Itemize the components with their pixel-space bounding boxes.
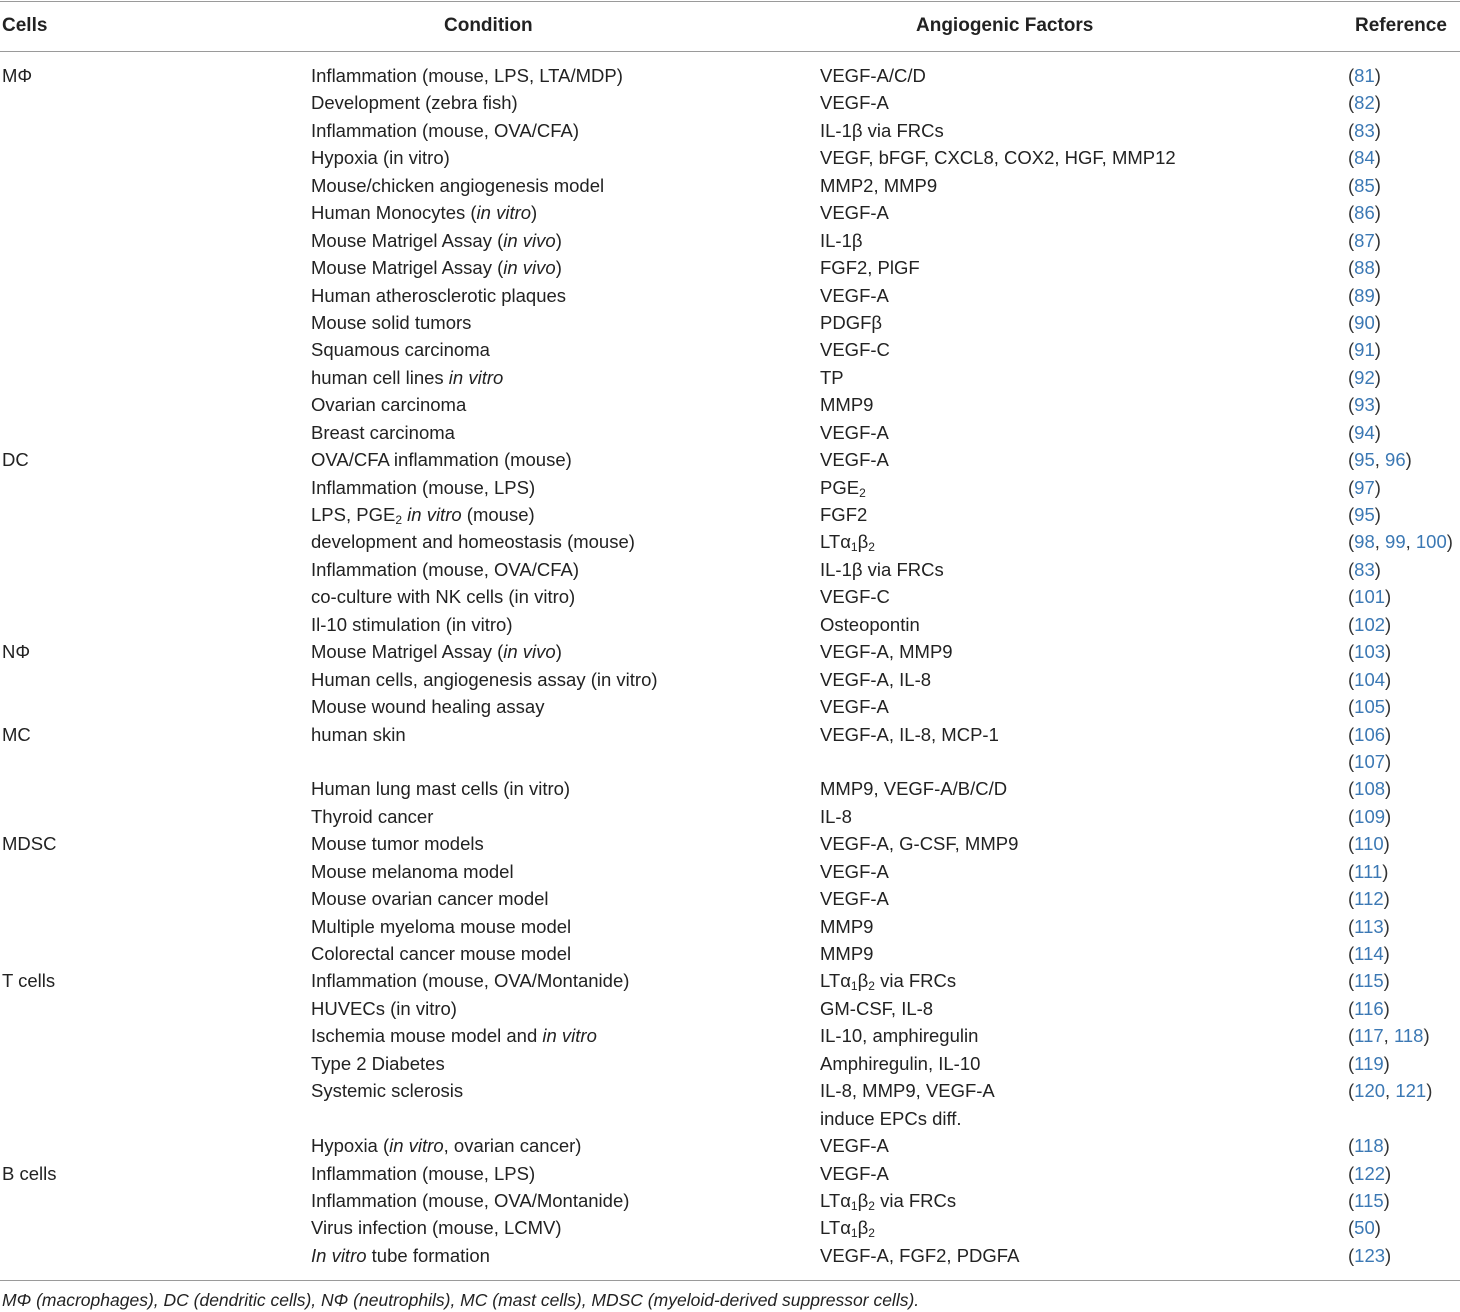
reference-link[interactable]: 115	[1354, 1189, 1384, 1211]
table-row	[0, 995, 1460, 1022]
reference: (95, 96)	[1348, 449, 1412, 471]
table-row	[0, 1187, 1460, 1214]
condition: Development (zebra fish)	[311, 92, 518, 114]
angiogenic-factors: IL-8	[820, 805, 852, 827]
condition: Human cells, angiogenesis assay (in vitro)	[311, 668, 658, 690]
angiogenic-factors: IL-1β via FRCs	[820, 558, 944, 580]
reference-link[interactable]: 94	[1354, 421, 1375, 443]
table-row	[0, 556, 1460, 583]
reference: (88)	[1348, 257, 1381, 279]
reference-link[interactable]: 123	[1354, 1244, 1386, 1266]
reference: (118)	[1348, 1135, 1390, 1157]
condition: Mouse/chicken angiogenesis model	[311, 174, 605, 196]
reference-link[interactable]: 116	[1354, 997, 1384, 1019]
table-row	[0, 144, 1460, 171]
condition: Inflammation (mouse, OVA/Montanide)	[311, 970, 630, 992]
reference: (93)	[1348, 394, 1381, 416]
cell-type: B cells	[2, 1162, 57, 1184]
table-row	[0, 117, 1460, 144]
table-row	[0, 885, 1460, 912]
reference: (113)	[1348, 915, 1390, 937]
angiogenic-factors: FGF2	[820, 504, 868, 525]
reference-link[interactable]: 103	[1354, 641, 1386, 663]
angiogenic-factors: VEGF-A, FGF2, PDGFA	[820, 1244, 1020, 1266]
reference: (104)	[1348, 668, 1392, 690]
table-row	[0, 940, 1460, 967]
angiogenic-factors: VEGF, bFGF, CXCL8, COX2, HGF, MMP12	[820, 147, 1176, 169]
reference-link[interactable]: 112	[1354, 888, 1384, 910]
table-row	[0, 638, 1460, 665]
reference-link[interactable]: 87	[1354, 229, 1375, 251]
angiogenic-factors: induce EPCs diff.	[820, 1107, 962, 1129]
table-row	[0, 364, 1460, 391]
table-row	[0, 501, 1460, 528]
reference: (82)	[1348, 92, 1381, 114]
reference-link[interactable]: 109	[1354, 805, 1386, 827]
reference: (50)	[1348, 1217, 1381, 1239]
cell-type: MΦ	[2, 65, 33, 86]
table-row	[0, 913, 1460, 940]
reference-link[interactable]: 98	[1354, 531, 1375, 553]
reference: (123)	[1348, 1244, 1392, 1266]
reference: (116)	[1348, 997, 1390, 1019]
angiogenic-factors: IL-10, amphiregulin	[820, 1025, 979, 1047]
table-row	[0, 446, 1460, 473]
reference: (119)	[1348, 1052, 1390, 1074]
reference: (84)	[1348, 147, 1381, 169]
condition: Human lung mast cells (in vitro)	[311, 778, 571, 800]
top-rule	[0, 1, 1460, 2]
cell-type: NΦ	[2, 641, 31, 663]
condition: human cell lines in vitro	[311, 366, 504, 388]
condition: Inflammation (mouse, OVA/CFA)	[311, 119, 579, 141]
table-row	[0, 967, 1460, 994]
reference-link[interactable]: 121	[1395, 1080, 1427, 1102]
reference: (109)	[1348, 805, 1392, 827]
table-row	[0, 199, 1460, 226]
table-row	[0, 1242, 1460, 1269]
reference-link[interactable]: 118	[1393, 1025, 1424, 1047]
condition: Mouse Matrigel Assay (in vivo)	[311, 229, 562, 251]
angiogenic-factors: IL-8, MMP9, VEGF-A	[820, 1080, 995, 1102]
angiogenic-factors: VEGF-A, IL-8	[820, 668, 932, 690]
reference-link[interactable]: 82	[1354, 92, 1375, 114]
reference: (105)	[1348, 696, 1392, 718]
cell-type: MDSC	[2, 833, 57, 855]
reference-link[interactable]: 97	[1354, 476, 1375, 498]
reference-link[interactable]: 102	[1354, 613, 1386, 635]
reference-link[interactable]: 114	[1354, 943, 1384, 964]
table-row	[0, 1214, 1460, 1241]
reference-link[interactable]: 95	[1354, 504, 1375, 525]
reference: (107)	[1348, 750, 1392, 772]
reference-link[interactable]: 104	[1354, 668, 1386, 690]
bottom-rule	[0, 1280, 1460, 1281]
reference-link[interactable]: 106	[1354, 723, 1386, 745]
reference-link[interactable]: 99	[1385, 531, 1406, 553]
angiogenic-factors: VEGF-A	[820, 888, 889, 910]
reference: (115)	[1348, 970, 1390, 992]
angiogenic-factors: $LT\alpha_1\beta_2$ via FRCs	[820, 970, 957, 994]
table-row	[0, 775, 1460, 802]
table-row	[0, 227, 1460, 254]
condition: Mouse tumor models	[311, 833, 484, 855]
table-row	[0, 583, 1460, 610]
reference-link[interactable]: 122	[1354, 1162, 1386, 1184]
condition: Squamous carcinoma	[311, 339, 490, 361]
angiogenic-factors: FGF2, PlGF	[820, 257, 920, 279]
condition: Inflammation (mouse, LPS)	[311, 1162, 536, 1184]
reference-link[interactable]: 118	[1354, 1135, 1384, 1157]
reference-link[interactable]: 115	[1354, 970, 1384, 992]
angiogenic-factors: PDGFβ	[820, 311, 883, 333]
table-footnote: MΦ (macrophages), DC (dendritic cells), NΦ (neutrophils), MC (mast cells), MDSC (myeloid-derived suppressor cells).	[2, 1290, 920, 1310]
angiogenic-factors: VEGF-A	[820, 202, 889, 224]
condition: Human atherosclerotic plaques	[311, 284, 567, 306]
condition: Inflammation (mouse, LPS)	[311, 476, 536, 498]
angiogenic-factors: Amphiregulin, IL-10	[820, 1052, 981, 1074]
table-row	[0, 693, 1460, 720]
reference: (90)	[1348, 311, 1381, 333]
condition: Il-10 stimulation (in vitro)	[311, 613, 513, 635]
table-body	[0, 62, 1460, 1269]
angiogenic-factors: IL-1β via FRCs	[820, 119, 944, 141]
condition: Virus infection (mouse, LCMV)	[311, 1217, 562, 1239]
reference: (117, 118)	[1348, 1025, 1430, 1047]
angiogenic-factors: $PGE_2$	[820, 476, 866, 500]
condition: human skin	[311, 723, 406, 745]
table-row	[0, 611, 1460, 638]
table-row	[0, 1050, 1460, 1077]
condition: Inflammation (mouse, LPS, LTA/MDP)	[311, 65, 623, 86]
condition: Mouse ovarian cancer model	[311, 888, 549, 910]
condition: co-culture with NK cells (in vitro)	[311, 586, 576, 608]
angiogenic-factors: VEGF-A	[820, 1162, 889, 1184]
angiogenic-factors: VEGF-A, IL-8, MCP-1	[820, 723, 999, 745]
condition: development and homeostasis (mouse)	[311, 531, 635, 553]
angiogenic-factors: VEGF-A	[820, 92, 889, 114]
table-row	[0, 172, 1460, 199]
table-row	[0, 1160, 1460, 1187]
reference: (87)	[1348, 229, 1381, 251]
angiogenic-factors: Osteopontin	[820, 613, 920, 635]
reference-link[interactable]: 83	[1354, 119, 1375, 141]
table-row	[0, 1077, 1460, 1104]
table-row	[0, 528, 1460, 555]
angiogenic-factors: MMP2, MMP9	[820, 174, 938, 196]
table-row	[0, 419, 1460, 446]
reference-link[interactable]: 90	[1354, 311, 1375, 333]
angiogenic-factors: VEGF-A	[820, 421, 889, 443]
table-row	[0, 1132, 1460, 1159]
condition: Mouse Matrigel Assay (in vivo)	[311, 257, 562, 279]
condition: Colorectal cancer mouse model	[311, 943, 572, 964]
cell-type: DC	[2, 449, 29, 471]
reference-link[interactable]: 92	[1354, 366, 1375, 388]
condition: OVA/CFA inflammation (mouse)	[311, 449, 572, 471]
angiogenic-factors: MMP9, VEGF-A/B/C/D	[820, 778, 1008, 800]
reference: (98, 99, 100)	[1348, 531, 1453, 553]
angiogenic-factors: VEGF-A	[820, 449, 889, 471]
condition: Type 2 Diabetes	[311, 1052, 445, 1074]
reference: (83)	[1348, 119, 1381, 141]
condition: LPS, $PGE_2$ in vitro (mouse)	[311, 504, 535, 527]
reference-link[interactable]: 89	[1354, 284, 1375, 306]
reference: (122)	[1348, 1162, 1392, 1184]
table-row	[0, 89, 1460, 116]
table-row	[0, 1105, 1460, 1132]
reference-link[interactable]: 93	[1354, 394, 1375, 416]
reference-link[interactable]: 86	[1354, 202, 1375, 224]
angiogenic-factors: IL-1β	[820, 229, 863, 251]
reference: (91)	[1348, 339, 1381, 361]
reference-link[interactable]: 113	[1354, 915, 1384, 937]
reference-link[interactable]: 91	[1354, 339, 1375, 361]
reference: (114)	[1348, 943, 1390, 964]
reference: (112)	[1348, 888, 1390, 910]
reference-link[interactable]: 107	[1354, 750, 1386, 772]
condition: Hypoxia (in vitro)	[311, 147, 450, 169]
angiogenic-factors: $LT\alpha_1\beta_2$ via FRCs	[820, 1189, 957, 1213]
condition: Inflammation (mouse, OVA/Montanide)	[311, 1189, 630, 1211]
table-row	[0, 336, 1460, 363]
reference-link[interactable]: 96	[1385, 449, 1406, 471]
cell-type: T cells	[2, 970, 56, 992]
condition: Human Monocytes (in vitro)	[311, 202, 538, 224]
angiogenic-factors: $LT\alpha_1\beta_2$	[820, 531, 875, 555]
table-row	[0, 858, 1460, 885]
reference-link[interactable]: 101	[1354, 586, 1386, 608]
reference: (92)	[1348, 366, 1381, 388]
reference: (83)	[1348, 558, 1381, 580]
angiogenic-factors: GM-CSF, IL-8	[820, 997, 934, 1019]
condition: HUVECs (in vitro)	[311, 997, 457, 1019]
reference-link[interactable]: 95	[1354, 449, 1375, 471]
reference-link[interactable]: 83	[1354, 558, 1375, 580]
header-condition: Condition	[444, 15, 533, 36]
condition: Mouse Matrigel Assay (in vivo)	[311, 641, 562, 663]
table-row	[0, 282, 1460, 309]
angiogenic-factors: MMP9	[820, 915, 874, 937]
table-row	[0, 830, 1460, 857]
reference: (97)	[1348, 476, 1381, 498]
reference-link[interactable]: 119	[1354, 1052, 1384, 1074]
condition: Ischemia mouse model and in vitro	[311, 1025, 597, 1047]
table-row	[0, 474, 1460, 501]
angiogenic-factors: VEGF-A/C/D	[820, 65, 926, 86]
reference-link[interactable]: 84	[1354, 147, 1375, 169]
reference-link[interactable]: 100	[1415, 531, 1447, 553]
condition: Mouse solid tumors	[311, 311, 472, 333]
reference: (85)	[1348, 174, 1381, 196]
angiogenic-factors: VEGF-A, MMP9	[820, 641, 953, 663]
condition: Ovarian carcinoma	[311, 394, 467, 416]
reference: (115)	[1348, 1189, 1390, 1211]
reference-link[interactable]: 81	[1354, 65, 1375, 86]
reference: (101)	[1348, 586, 1392, 608]
angiogenic-factors: MMP9	[820, 943, 874, 964]
table-row	[0, 309, 1460, 336]
condition: Mouse wound healing assay	[311, 696, 545, 718]
reference: (120, 121)	[1348, 1080, 1433, 1102]
reference: (103)	[1348, 641, 1392, 663]
table-row	[0, 62, 1460, 89]
condition: Thyroid cancer	[311, 805, 434, 827]
reference-link[interactable]: 108	[1354, 778, 1386, 800]
reference: (110)	[1348, 833, 1390, 855]
angiogenic-factors: $LT\alpha_1\beta_2$	[820, 1217, 875, 1241]
angiogenic-factors: TP	[820, 366, 844, 388]
header-rule	[0, 51, 1460, 52]
angiogenic-factors: VEGF-A	[820, 696, 889, 718]
reference: (86)	[1348, 202, 1381, 224]
angiogenic-factors: VEGF-A, G-CSF, MMP9	[820, 833, 1019, 855]
reference: (81)	[1348, 65, 1381, 86]
angiogenic-factors: MMP9	[820, 394, 874, 416]
header-cells: Cells	[2, 15, 48, 36]
reference: (89)	[1348, 284, 1381, 306]
table-row	[0, 721, 1460, 748]
angiogenic-factors: VEGF-C	[820, 339, 890, 361]
reference: (111)	[1348, 860, 1389, 882]
header-reference: Reference	[1355, 15, 1447, 36]
reference-link[interactable]: 110	[1354, 833, 1384, 855]
reference-link[interactable]: 120	[1354, 1080, 1386, 1102]
condition: Mouse melanoma model	[311, 860, 514, 882]
cell-type: MC	[2, 723, 31, 745]
reference-link[interactable]: 50	[1354, 1217, 1375, 1239]
table-row	[0, 748, 1460, 775]
angiogenic-factors: VEGF-A	[820, 284, 889, 306]
condition: Hypoxia (in vitro, ovarian cancer)	[311, 1135, 582, 1157]
angiogenic-factors: VEGF-C	[820, 586, 890, 608]
reference: (108)	[1348, 778, 1392, 800]
reference: (95)	[1348, 504, 1381, 525]
table-row	[0, 666, 1460, 693]
condition: Inflammation (mouse, OVA/CFA)	[311, 558, 579, 580]
reference-link[interactable]: 85	[1354, 174, 1375, 196]
condition: Breast carcinoma	[311, 421, 455, 443]
table-row	[0, 803, 1460, 830]
header-angiogenic-factors: Angiogenic Factors	[916, 15, 1094, 36]
angiogenic-factors: VEGF-A	[820, 860, 889, 882]
reference: (102)	[1348, 613, 1392, 635]
angiogenic-factors: VEGF-A	[820, 1135, 889, 1157]
condition: Systemic sclerosis	[311, 1080, 464, 1102]
condition: Multiple myeloma mouse model	[311, 915, 572, 937]
table-row	[0, 1022, 1460, 1049]
reference: (94)	[1348, 421, 1381, 443]
table-row	[0, 254, 1460, 281]
reference: (106)	[1348, 723, 1392, 745]
reference-link[interactable]: 88	[1354, 257, 1375, 279]
condition: In vitro tube formation	[311, 1244, 490, 1266]
reference-link[interactable]: 117	[1354, 1025, 1384, 1047]
table-row	[0, 391, 1460, 418]
reference-link[interactable]: 111	[1354, 860, 1383, 882]
reference-link[interactable]: 105	[1354, 696, 1386, 718]
